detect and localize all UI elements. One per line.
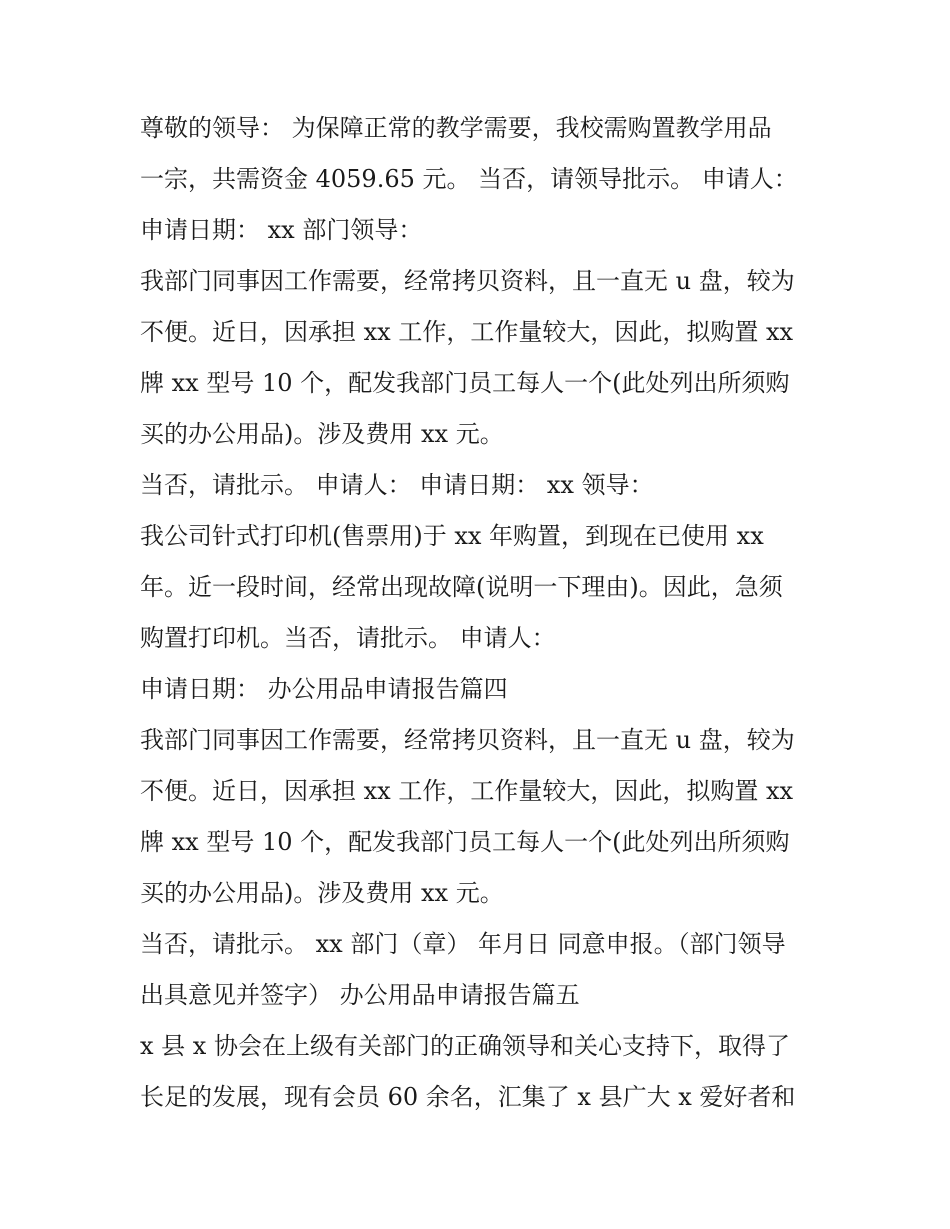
- text-line: 买的办公用品)。涉及费用 xx 元。: [140, 420, 504, 448]
- text-line: 一宗，共需资金 4059.65 元。 当否，请领导批示。 申请人：: [140, 165, 798, 193]
- text-line: 不便。近日，因承担 xx 工作，工作量较大，因此，拟购置 xx: [140, 318, 794, 346]
- text-line: 当否，请批示。 申请人： 申请日期： xx 领导：: [140, 471, 654, 499]
- text-line: 购置打印机。当否，请批示。 申请人：: [140, 624, 556, 652]
- text-line: 我部门同事因工作需要，经常拷贝资料，且一直无 u 盘，较为: [140, 726, 795, 754]
- section-heading-line: 出具意见并签字） 办公用品申请报告篇五: [140, 981, 580, 1009]
- text-line: 长足的发展，现有会员 60 余名，汇集了 x 县广大 x 爱好者和: [140, 1083, 796, 1111]
- text-line: 我公司针式打印机(售票用)于 xx 年购置，到现在已使用 xx: [140, 522, 764, 550]
- document-body: [140, 103, 830, 1123]
- text-line: 买的办公用品)。涉及费用 xx 元。: [140, 879, 504, 907]
- text-line: 尊敬的领导： 为保障正常的教学需要，我校需购置教学用品: [140, 114, 772, 142]
- text-line: 年。近一段时间，经常出现故障(说明一下理由)。因此，急须: [140, 573, 783, 601]
- text-line: x 县 x 协会在上级有关部门的正确领导和关心支持下，取得了: [140, 1032, 790, 1060]
- text-line: 申请日期： xx 部门领导：: [140, 216, 423, 244]
- text-line: 牌 xx 型号 10 个，配发我部门员工每人一个(此处列出所须购: [140, 828, 790, 856]
- text-line: 我部门同事因工作需要，经常拷贝资料，且一直无 u 盘，较为: [140, 267, 795, 295]
- section-heading-line: 申请日期： 办公用品申请报告篇四: [140, 675, 508, 703]
- text-line: 牌 xx 型号 10 个，配发我部门员工每人一个(此处列出所须购: [140, 369, 790, 397]
- text-line: 不便。近日，因承担 xx 工作，工作量较大，因此，拟购置 xx: [140, 777, 794, 805]
- text-line: 当否，请批示。 xx 部门（章） 年月日 同意申报。（部门领导: [140, 930, 786, 958]
